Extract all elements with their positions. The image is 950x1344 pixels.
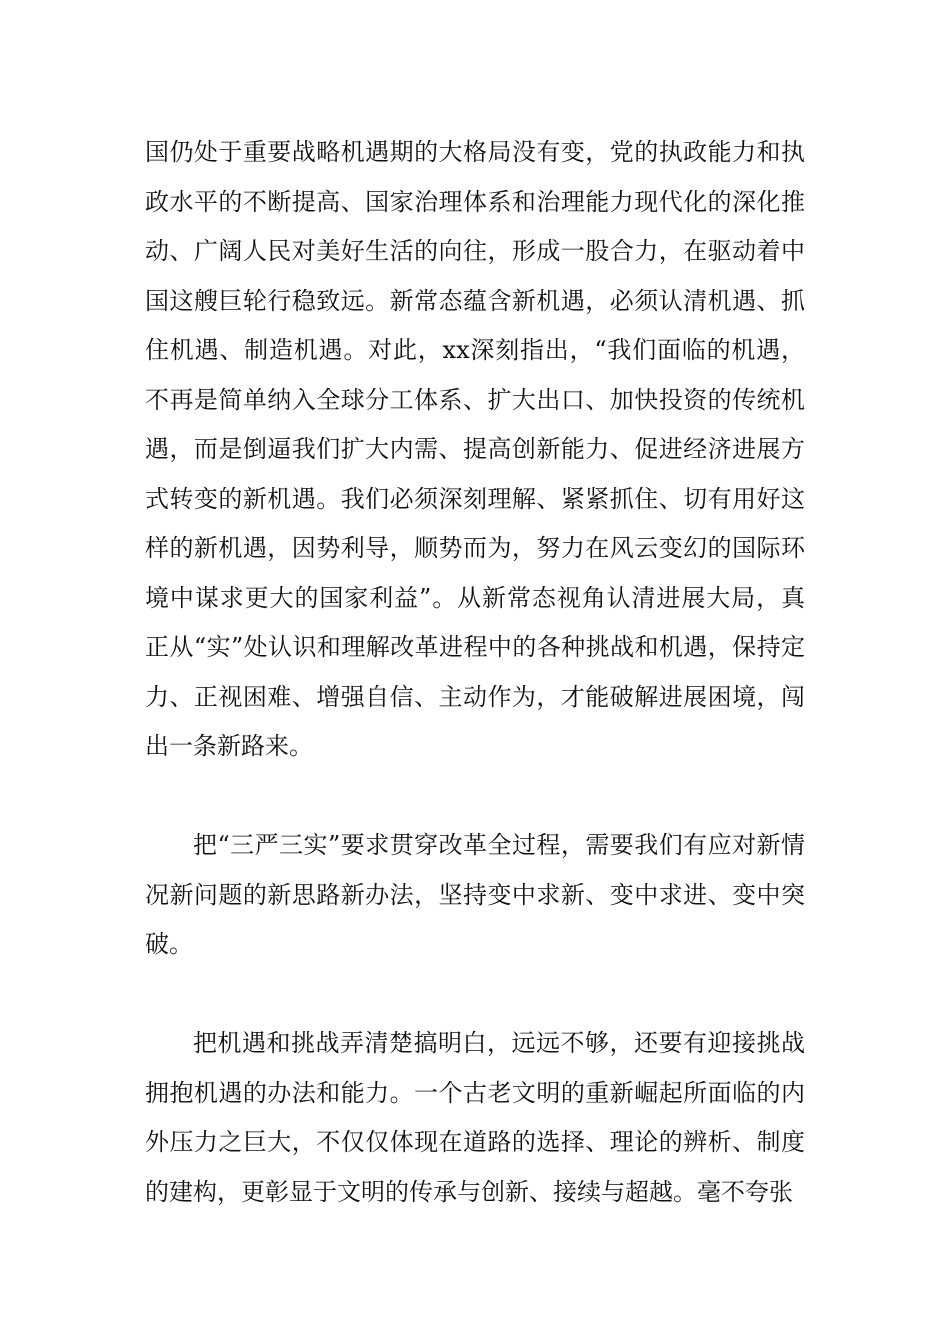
paragraph-challenges: 把机遇和挑战弄清楚搞明白，远远不够，还要有迎接挑战拥抱机遇的办法和能力。一个古老文明的重新崛起所面临的内外压力之巨大，不仅仅体现在道路的选择、理论的辨析、制度的建构，更彰显于文明的传承与创新、接续与超越。毫不夸张 [145,1029,805,1206]
document-body [145,128,805,1217]
paragraph-three-stricts: 把“三严三实”要求贯穿改革全过程，需要我们有应对新情况新问题的新思路新办法，坚持变中求新、变中求进、变中突破。 [145,831,805,958]
paragraph-opportunity-period: 国仍处于重要战略机遇期的大格局没有变，党的执政能力和执政水平的不断提高、国家治理体系和治理能力现代化的深化推动、广阔人民对美好生活的向往，形成一股合力，在驱动着中国这艘巨轮行稳致远。新常态蕴含新机遇，必须认清机遇、抓住机遇、制造机遇。对此，xx深刻指出，“我们面临的机遇，不再是简单纳入全球分工体系、扩大出口、加快投资的传统机遇，而是倒逼我们扩大内需、提高创新能力、促进经济进展方式转变的新机遇。我们必须深刻理解、紧紧抓住、切有用好这样的新机遇，因势利导，顺势而为，努力在风云变幻的国际环境中谋求更大的国家利益”。从新常态视角认清进展大局，真正从“实”处认识和理解改革进程中的各种挑战和机遇，保持定力、正视困难、增强自信、主动作为，才能破解进展困境，闯出一条新路来。 [145,138,805,760]
